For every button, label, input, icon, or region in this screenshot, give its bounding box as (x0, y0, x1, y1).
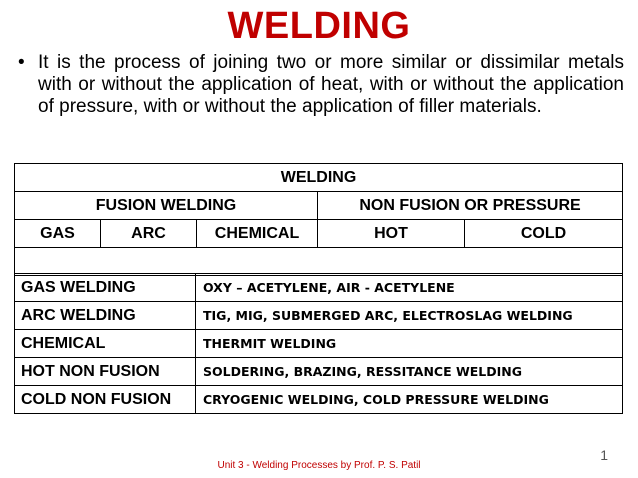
bullet-icon: • (18, 52, 25, 73)
processes-cell: SOLDERING, BRAZING, RESSITANCE WELDING (196, 358, 623, 386)
definition-bullet (18, 52, 624, 118)
processes-cell: CRYOGENIC WELDING, COLD PRESSURE WELDING (196, 386, 623, 414)
processes-cell: OXY – ACETYLENE, AIR - ACETYLENE (196, 274, 623, 302)
type-chemical: CHEMICAL (197, 220, 318, 248)
table-row (15, 358, 623, 386)
category-cell: HOT NON FUSION (15, 358, 196, 386)
group-fusion: FUSION WELDING (15, 192, 318, 220)
slide-title: WELDING (227, 5, 411, 47)
classification-table (14, 163, 623, 276)
table-row (15, 330, 623, 358)
type-arc: ARC (101, 220, 197, 248)
category-cell: GAS WELDING (15, 274, 196, 302)
group-non-fusion: NON FUSION OR PRESSURE (318, 192, 623, 220)
table-row (15, 274, 623, 302)
processes-cell: THERMIT WELDING (196, 330, 623, 358)
slide-footer: Unit 3 - Welding Processes by Prof. P. S. Patil (217, 460, 421, 471)
page-number: 1 (600, 447, 608, 463)
category-cell: COLD NON FUSION (15, 386, 196, 414)
process-table (14, 273, 623, 414)
definition-text: It is the process of joining two or more similar or dissimilar metals with or without the application of heat, with or without the application of pressure, with or without the application of filler materials. (38, 52, 624, 117)
type-cold: COLD (465, 220, 623, 248)
category-cell: ARC WELDING (15, 302, 196, 330)
table-row (15, 302, 623, 330)
processes-cell: TIG, MIG, SUBMERGED ARC, ELECTROSLAG WELDING (196, 302, 623, 330)
type-gas: GAS (15, 220, 101, 248)
table-row (15, 386, 623, 414)
empty-row (15, 248, 623, 276)
classification-header: WELDING (15, 164, 623, 192)
type-hot: HOT (318, 220, 465, 248)
category-cell: CHEMICAL (15, 330, 196, 358)
